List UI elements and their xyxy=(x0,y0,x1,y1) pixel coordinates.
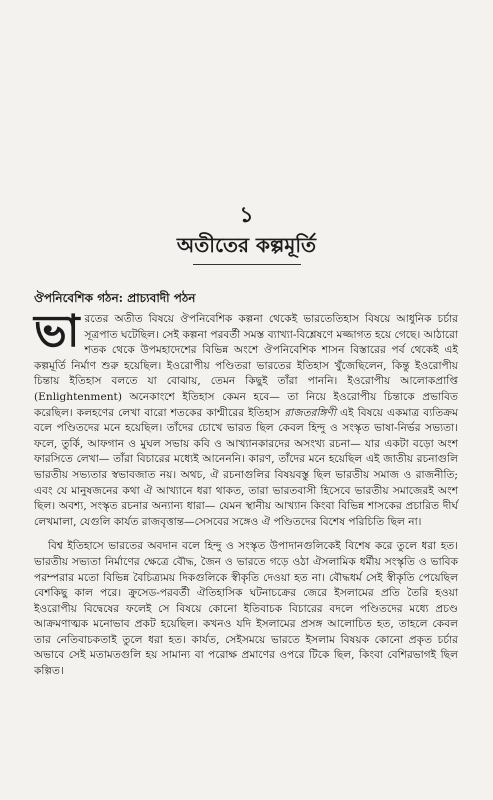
drop-cap: ভা xyxy=(34,306,80,357)
body-text xyxy=(34,306,458,680)
section-heading: ঔপনিবেশিক গঠন: প্রাচ্যবাদী পঠন xyxy=(34,291,196,305)
paragraph-2: বিশ্ব ইতিহাসে ভারতের অবদান বলে হিন্দু ও সংস্কৃত উপাদানগুলিকেই বিশেষ করে তুলে ধরা হত। ভারতীয় সভ্যতা নির্মাণের ক্ষেত্রে বৌদ্ধ, জৈন ও ভারতে গড়ে ওঠা ঐসলামিক ধর্মীয় সংস্কৃতি ও ভাবিক পরম্পরার মতো বিভিন্ন বৈচিত্র্যময় দিকগুলিকে স্বীকৃতি দেওয়া হত না। বৌদ্ধধর্ম সেই স্বীকৃতি পেয়েছিল বেশকিছু কাল পরে। ক্রুসেড-পরবর্তী ঐতিহাসিক ঘটনাচক্রের জেরে ইসলামের প্রতি তৈরি হওয়া ইওরোপীয় বিদ্বেষের ফলেই সে বিষয়ে কোনো ইতিবাচক বিচারের বদলে পণ্ডিতদের মধ্যে প্রচণ্ড আক্রমণাত্মক মনোভাব প্রকট হয়েছিল। কখনও যদি ইসলামের প্রসঙ্গ আলোচিত হত, তাহলে কেবল তার নেতিবাচকতাই তুলে ধরা হত। কার্যত, সেইসময়ে ভারতে ইসলাম বিষয়ক কোনো প্রকৃত চর্চার অভাবে সেই মতামতগুলি হয় সামান্য বা পরোক্ষ প্রমাণের ওপরে টিকে ছিল, কিংবা বেশিরভাগই ছিল কল্পিত। xyxy=(34,540,458,678)
paragraph-1 xyxy=(34,306,458,530)
paragraph-1-text-b: এই বিষয়ে একমাত্র ব্যতিক্রম বলে পণ্ডিতদের মনে হয়েছিল। তাঁদের চোখে ভারত ছিল কেবল হিন্দু ও সংস্কৃত ভাষা-নির্ভর সভ্যতা। ফলে, তুর্কি, আফগান ও মুঘল সভায় কবি ও আখ্যানকারদের অসংখ্য রচনা— যার একটা বড়ো অংশ ফারসিতে লেখা— তাঁরা বিচারের মধ্যেই আনেননি। কারণ, তাঁদের মনে হয়েছিল এই জাতীয় রচনাগুলি ভারতীয় সভ্যতার স্বভাবজাত নয়। অথচ, ঐ রচনাগুলির বিষয়বস্তু ছিল ভারতীয় সমাজ ও রাজনীতি; এবং যে মানুষজনের কথা ঐ আখ্যানে ধরা থাকত, তারা ভারতবাসী হিসেবে ভারতীয় সমাজেরই অংশ ছিল। অবশ্য, সংস্কৃত রচনার অন্যান্য ধারা— যেমন স্থানীয় আখ্যান কিংবা বিভিন্ন শাসকের প্রচারিত দীর্ঘ লেখমালা, যেগুলি কার্যত রাজবৃত্তান্ত—সেসবের সঙ্গেও ঐ পণ্ডিতদের বিশেষ পরিচিতি ছিল না। xyxy=(34,406,458,528)
paragraph-1-text-a: রতের অতীত বিষয়ে ঔপনিবেশিক কল্পনা থেকেই ভারতেতিহাস বিষয়ে আধুনিক চর্চার সূত্রপাত ঘটেছিল। সেই কল্পনা পরবর্তী সমস্ত ব্যাখ্যা-বিশ্লেষণে মজ্জাগত হয়ে গেছে। আঠারো শতক থেকে উপমহাদেশের বিভিন্ন অংশে ঔপনিবেশিক শাসন বিস্তারের পর্ব থেকেই এই কল্পমূর্তি নির্মাণ শুরু হয়েছিল। ইওরোপীয় পণ্ডিতরা ভারতের ইতিহাস খুঁজেছিলেন, কিন্তু ইওরোপীয় চিন্তায় ইতিহাস বলতে যা বোঝায়, তেমন কিছুই তাঁরা পাননি। ইওরোপীয় আলোকপ্রাপ্তি (Enlightenment) অনেকাংশে ইতিহাস কেমন হবে— তা নিয়ে ইওরোপীয় চিন্তাকে প্রভাবিত করেছিল। কলহণের লেখা বারো শতকের কাশ্মীরের ইতিহাস xyxy=(34,313,458,419)
italic-book-title: রাজতরঙ্গিণী xyxy=(284,406,336,419)
chapter-title: অতীতের কল্পমূর্তি xyxy=(176,233,317,257)
chapter-number: ১ xyxy=(239,202,254,228)
title-underline xyxy=(193,264,301,265)
